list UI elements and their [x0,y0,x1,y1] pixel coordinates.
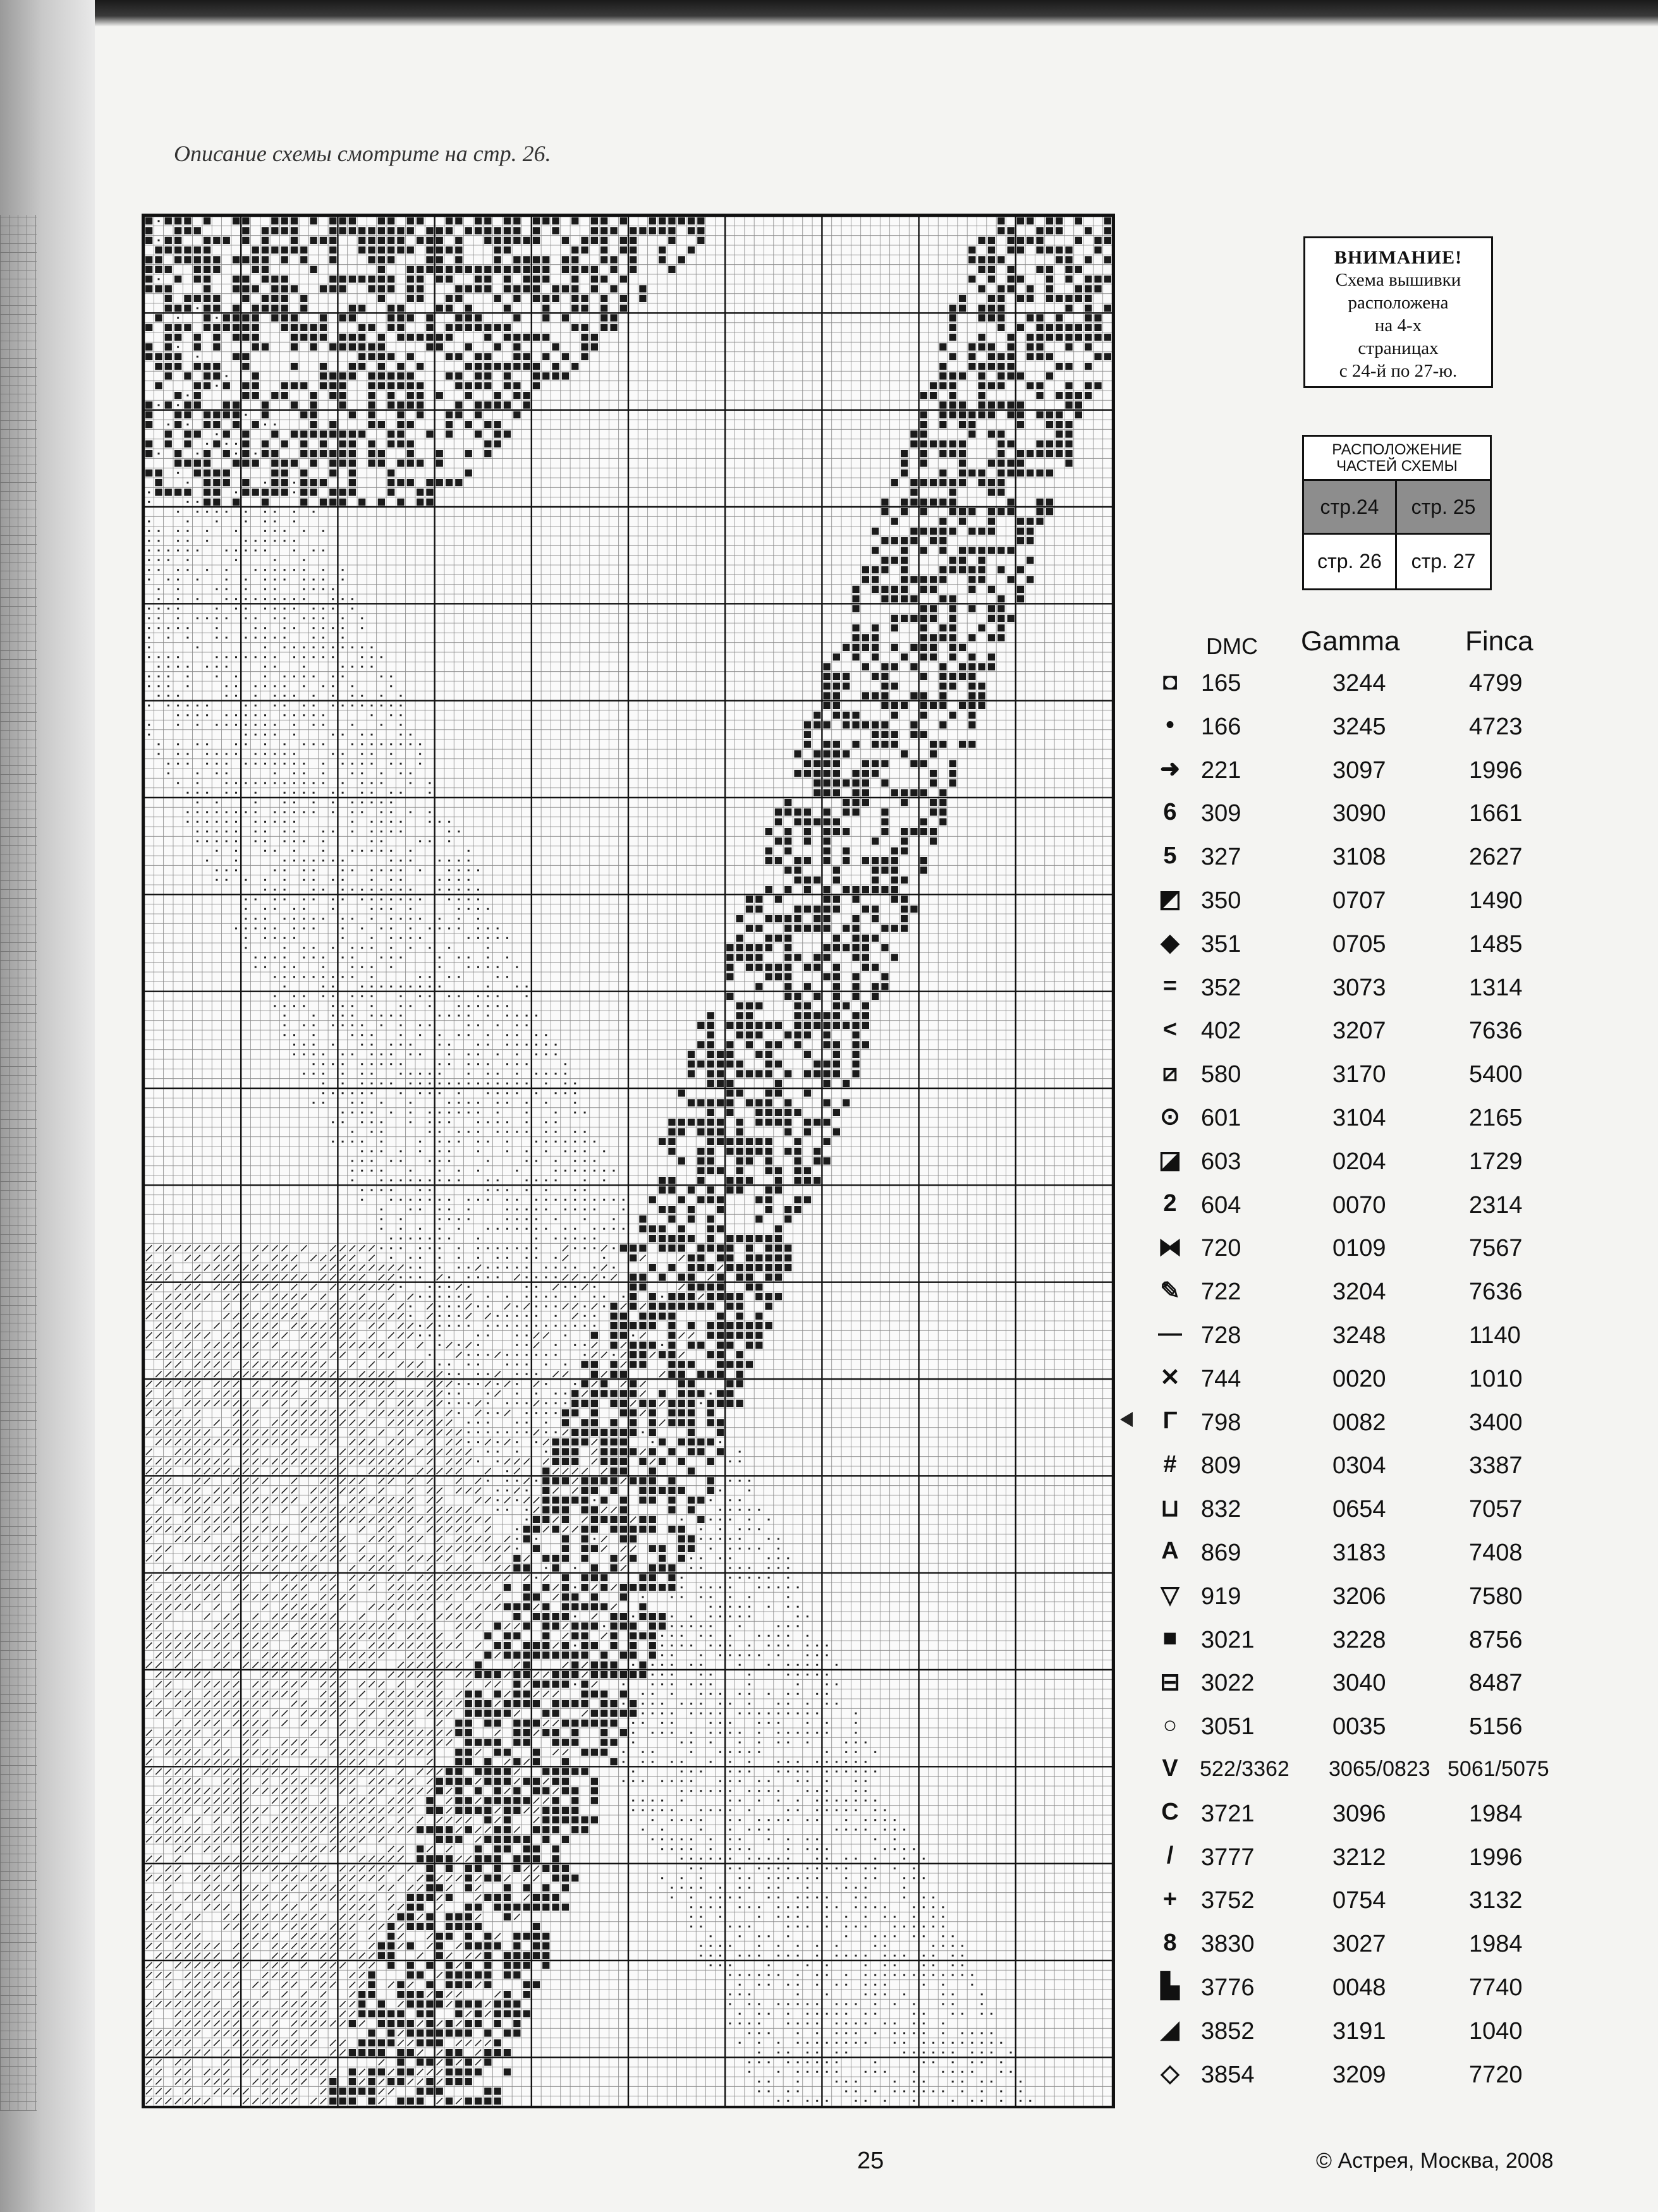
legend-row [1157,1534,1656,1578]
legend-row [1157,1273,1656,1317]
triangle-down-icon: ▽ [1161,1582,1179,1609]
digit-six-icon: 6 [1163,798,1177,825]
layout-cell: стр. 27 [1411,550,1476,573]
legend-gamma: 0304 [1332,1452,1386,1480]
legend-finca: 7057 [1469,1496,1523,1523]
legend-finca: 1040 [1469,2017,1523,2045]
diamond-outline-icon: ◇ [1161,2060,1179,2087]
legend-dmc: 351 [1201,930,1241,957]
legend-row [1157,1926,1656,1969]
legend-row [1157,1230,1656,1273]
legend-gamma: 3244 [1332,670,1386,696]
legend-row [1157,926,1656,969]
letter-a-icon: A [1161,1538,1179,1565]
filled-square-icon: ■ [1162,1625,1178,1652]
layout-cell: стр. 25 [1397,481,1490,535]
legend-header-dmc: DMC [1206,633,1258,659]
layout-cell: стр.24 [1304,481,1397,535]
legend-finca: 2314 [1469,1191,1523,1218]
legend-dmc: 869 [1201,1539,1241,1566]
legend-finca: 5061/5075 [1448,1756,1549,1781]
legend-finca: 1984 [1469,1931,1523,1958]
legend-finca: 7740 [1469,1974,1523,2001]
attention-body: Схема вышивки расположена на 4-х страницах с 24-й по 27-ю. [1335,270,1461,381]
legend-finca: 7408 [1469,1539,1523,1566]
less-than-icon: < [1162,1016,1178,1043]
legend-dmc: 580 [1201,1061,1241,1088]
legend-gamma: 0082 [1332,1409,1386,1436]
corner-square-icon: ◪ [1159,1147,1181,1174]
legend-dmc: 3854 [1201,2061,1255,2088]
legend-dmc: 603 [1201,1148,1241,1175]
boxed-minus-icon: ⊟ [1160,1668,1180,1696]
center-marker-icon [1120,1412,1133,1427]
legend-row [1157,1969,1656,2013]
legend-dmc: 3776 [1201,1974,1255,2001]
legend-dmc: 3752 [1201,1887,1255,1914]
legend-gamma: 3096 [1332,1800,1386,1827]
layout-cells [1304,481,1490,588]
grid-lines [144,216,1112,2106]
legend-dmc: 798 [1201,1409,1241,1436]
legend-dmc: 166 [1201,713,1241,740]
half-square-icon: ◩ [1159,886,1181,913]
legend-row [1157,1012,1656,1056]
chart-layout-box [1302,435,1492,590]
legend-row [1157,1491,1656,1534]
legend-finca: 1729 [1469,1148,1523,1175]
letter-v-icon: V [1162,1755,1178,1782]
legend-gamma: 3228 [1332,1626,1386,1653]
arrow-box-icon: ◘ [1162,668,1178,695]
legend-gamma: 3027 [1332,1931,1386,1958]
legend-finca: 7636 [1469,1018,1523,1045]
legend-row [1157,1143,1656,1187]
legend-gamma: 3090 [1332,800,1386,827]
legend-dmc: 3051 [1201,1713,1255,1741]
arrow-right-icon: ➜ [1160,756,1180,783]
legend-gamma: 0705 [1332,930,1386,957]
legend-dmc: 809 [1201,1452,1241,1480]
legend-dmc: 221 [1201,757,1241,784]
legend-row [1157,1665,1656,1708]
legend-dmc: 522/3362 [1200,1756,1289,1781]
legend-gamma: 3206 [1332,1583,1386,1610]
legend-row [1157,1882,1656,1926]
legend-finca: 8756 [1469,1626,1523,1653]
legend-dmc: 3777 [1201,1844,1255,1871]
bowtie-icon: ⧓ [1158,1234,1182,1261]
attention-box [1303,236,1493,388]
legend-row [1157,882,1656,926]
legend-row [1157,1839,1656,1883]
legend-finca: 1661 [1469,800,1523,827]
legend-header-finca: Finca [1465,626,1533,657]
legend-finca: 7580 [1469,1583,1523,1610]
legend-rows [1157,665,1656,2100]
attention-title: ВНИМАНИЕ! [1334,247,1463,268]
legend-finca: 4723 [1469,713,1523,740]
legend-dmc: 350 [1201,887,1241,914]
legend-dmc: 728 [1201,1322,1241,1349]
legend-dmc: 722 [1201,1279,1241,1306]
digit-eight-icon: 8 [1163,1929,1177,1956]
legend-gamma: 3245 [1332,713,1386,740]
l-block-icon: ▙ [1161,1973,1179,2000]
circle-dot-icon: ⊙ [1160,1103,1180,1131]
legend-gamma: 3073 [1332,974,1386,1001]
legend-finca: 1140 [1469,1322,1521,1349]
legend-gamma: 3191 [1332,2017,1386,2045]
legend-dmc: 601 [1201,1104,1241,1131]
legend-finca: 5400 [1469,1061,1523,1088]
legend-row [1157,1361,1656,1404]
legend-row [1157,752,1656,796]
digit-five-icon: 5 [1163,842,1177,869]
legend-row [1157,1404,1656,1448]
legend-row [1157,839,1656,882]
legend-gamma: 3040 [1332,1670,1386,1697]
legend-dmc: 3830 [1201,1931,1255,1958]
legend-header [1157,626,1656,665]
legend-finca: 4799 [1469,670,1523,696]
previous-page-grid-edge [0,215,37,2111]
legend-row [1157,1708,1656,1752]
letter-c-icon: C [1161,1799,1179,1826]
legend-row [1157,795,1656,839]
legend-row [1157,2013,1656,2057]
legend-row [1157,1056,1656,1100]
legend-finca: 1984 [1469,1800,1523,1827]
legend-gamma: 3248 [1332,1322,1386,1349]
legend-gamma: 0654 [1332,1496,1386,1523]
legend-gamma: 0048 [1332,1974,1386,2001]
legend-gamma: 0204 [1332,1148,1386,1175]
legend-finca: 1010 [1469,1365,1523,1392]
legend-dmc: 3021 [1201,1626,1255,1653]
corner-gamma-icon: Γ [1162,1407,1178,1435]
page-number: 25 [857,2148,884,2174]
legend-gamma: 3207 [1332,1018,1386,1045]
page-caption: Описание схемы смотрите на стр. 26. [174,141,551,166]
legend-finca: 3132 [1469,1887,1523,1914]
layout-title: РАСПОЛОЖЕНИЕ ЧАСТЕЙ СХЕМЫ [1304,437,1490,481]
diamond-icon: ◆ [1161,930,1179,957]
circle-icon: ○ [1162,1711,1178,1739]
legend-row [1157,708,1656,752]
legend-finca: 1314 [1469,974,1523,1001]
legend-gamma: 3065/0823 [1329,1756,1430,1781]
legend-dmc: 832 [1201,1496,1241,1523]
legend-row [1157,1752,1656,1796]
legend-dmc: 309 [1201,800,1241,827]
legend-gamma: 3104 [1332,1104,1386,1131]
legend-finca: 5156 [1469,1713,1523,1741]
legend-dmc: 402 [1201,1018,1241,1045]
legend-finca: 1996 [1469,1844,1523,1871]
chart-grid [144,216,1112,2106]
legend-row [1157,1100,1656,1143]
legend-gamma: 0070 [1332,1191,1386,1218]
layout-cell: стр. 26 [1304,535,1397,588]
pencil-icon: ✎ [1160,1277,1180,1304]
legend-dmc: 919 [1201,1583,1241,1610]
plus-icon: + [1162,1885,1178,1912]
legend-dmc: 3852 [1201,2017,1255,2045]
legend-gamma: 3204 [1332,1279,1386,1306]
cross-icon: ✕ [1160,1364,1180,1392]
legend-gamma: 3212 [1332,1844,1386,1871]
legend-dmc: 165 [1201,670,1241,696]
legend-finca: 7720 [1469,2061,1523,2088]
legend-row [1157,2057,1656,2100]
scan-top-shadow [0,0,1658,27]
legend-finca: 7636 [1469,1279,1523,1306]
legend-row [1157,665,1656,708]
legend-dmc: 3022 [1201,1670,1255,1697]
legend-row [1157,1796,1656,1839]
thread-legend [1157,626,1656,2100]
copyright: © Астрея, Москва, 2008 [1316,2149,1554,2173]
dot-icon: • [1166,712,1174,739]
legend-gamma: 0035 [1332,1713,1386,1741]
legend-dmc: 744 [1201,1365,1241,1392]
legend-gamma: 3108 [1332,844,1386,871]
legend-finca: 3387 [1469,1452,1523,1480]
legend-gamma: 0020 [1332,1365,1386,1392]
cup-icon: ⊔ [1161,1495,1179,1522]
legend-finca: 8487 [1469,1670,1523,1697]
equals-icon: = [1162,973,1178,1000]
hash-icon: # [1163,1450,1177,1478]
legend-finca: 2165 [1469,1104,1523,1131]
legend-dmc: 604 [1201,1191,1241,1218]
legend-row [1157,1622,1656,1665]
legend-gamma: 3209 [1332,2061,1386,2088]
legend-dmc: 327 [1201,844,1241,871]
legend-finca: 1996 [1469,757,1523,784]
legend-row [1157,1317,1656,1361]
cross-stitch-chart [142,214,1115,2108]
legend-dmc: 3721 [1201,1800,1255,1827]
legend-dmc: 720 [1201,1235,1241,1262]
legend-gamma: 0754 [1332,1887,1386,1914]
dash-icon: — [1158,1320,1182,1347]
legend-row [1157,1447,1656,1491]
legend-finca: 3400 [1469,1409,1523,1436]
legend-row [1157,1187,1656,1231]
legend-dmc: 352 [1201,974,1241,1001]
legend-gamma: 0707 [1332,887,1386,914]
legend-header-gamma: Gamma [1301,626,1400,657]
legend-row [1157,969,1656,1013]
slash-icon: / [1166,1842,1174,1869]
legend-gamma: 3170 [1332,1061,1386,1088]
legend-finca: 1485 [1469,930,1523,957]
slashed-square-icon: ⧄ [1162,1059,1178,1086]
legend-finca: 2627 [1469,844,1523,871]
legend-row [1157,1578,1656,1622]
legend-finca: 1490 [1469,887,1523,914]
corner-triangle-icon: ◢ [1161,2017,1179,2044]
legend-gamma: 0109 [1332,1235,1386,1262]
digit-two-icon: 2 [1163,1190,1177,1217]
legend-gamma: 3183 [1332,1539,1386,1566]
legend-finca: 7567 [1469,1235,1523,1262]
legend-gamma: 3097 [1332,757,1386,784]
